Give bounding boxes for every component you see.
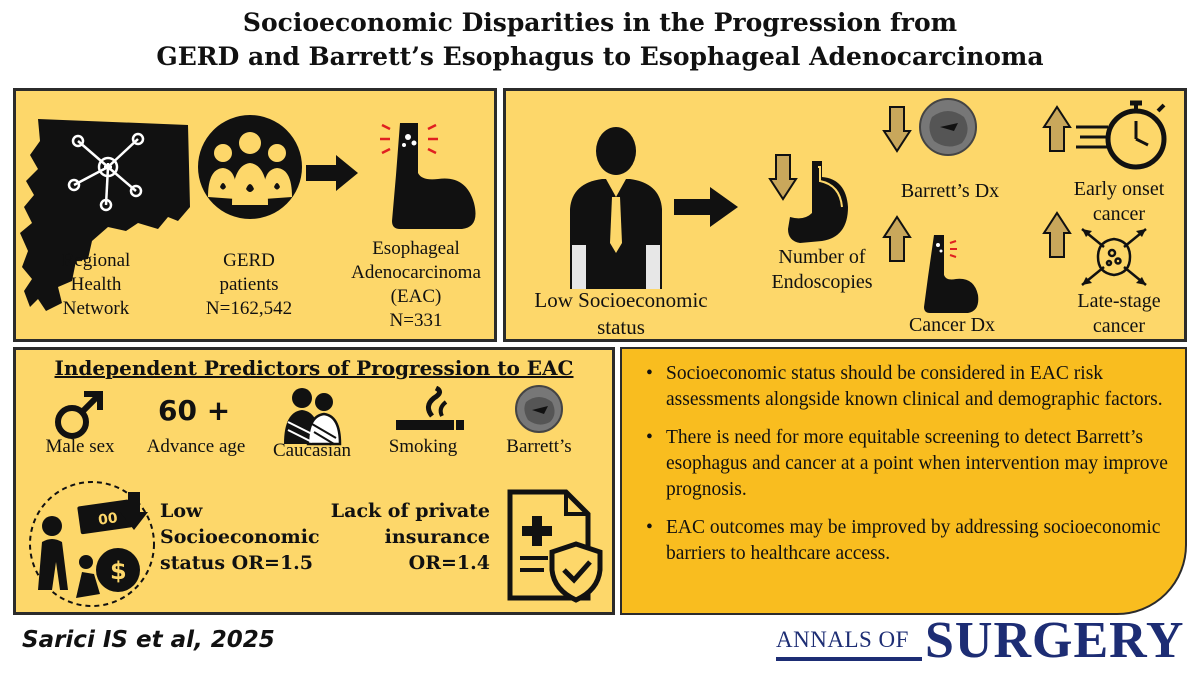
esophagus-cancer-icon [914, 231, 984, 315]
up-arrow-icon [882, 215, 912, 263]
low-ses-predictor-line2: Socioeconomic [160, 526, 320, 548]
late-stage-label-line2: cancer [1092, 315, 1146, 337]
early-onset-label [1054, 177, 1184, 227]
down-arrow-icon [882, 105, 912, 153]
citation-year: 2025 [210, 627, 275, 653]
esophagus-cancer-icon [366, 103, 486, 231]
list-item: • There is need for more equitable screening to detect Barrett’s esophagus and cancer at a point when intervention may improve prognosis. [642, 425, 1172, 503]
network-label [36, 249, 156, 321]
cigarette-icon [394, 386, 466, 434]
smoking-label: Smoking [388, 436, 458, 457]
gerd-label [184, 249, 314, 321]
up-arrow-icon [1042, 211, 1072, 259]
eac-label [341, 237, 491, 333]
endoscopies-label-line2: Endoscopies [771, 271, 873, 293]
businessman-icon [562, 125, 670, 289]
findings-panel [503, 88, 1187, 342]
late-stage-tumor-icon [1076, 225, 1152, 289]
insurance-predictor [316, 498, 490, 576]
low-ses-odds-ratio: status OR=1.5 [160, 552, 314, 574]
journal-name: SURGERY [925, 612, 1185, 669]
late-stage-label-line1: Late-stage [1077, 290, 1161, 312]
list-item: • Socioeconomic status should be considered in EAC risk assessments alongside known clinical and demographic factors. [642, 361, 1172, 413]
insurance-document-icon [504, 486, 604, 606]
endoscopies-label [752, 245, 892, 295]
citation-authors: Sarici IS et al, [22, 627, 203, 653]
eac-label-line2: Adenocarcinoma [351, 262, 481, 283]
male-sex-label: Male sex [45, 436, 115, 457]
stopwatch-icon [1074, 97, 1174, 171]
insurance-odds-ratio: OR=1.4 [408, 552, 490, 574]
low-ses-label [510, 287, 732, 341]
up-arrow-icon [1042, 105, 1072, 153]
svg-text:$: $ [110, 557, 127, 585]
predictors-panel [13, 347, 615, 615]
conclusions-list [642, 361, 1172, 579]
title-line-1: Socioeconomic Disparities in the Progression from [242, 8, 958, 37]
cancer-dx-label: Cancer Dx [908, 314, 996, 336]
male-symbol-icon [52, 390, 104, 442]
barretts-tissue-icon [514, 384, 564, 434]
low-ses-label-line1: Low Socioeconomic [534, 288, 708, 312]
gerd-label-line2: patients [219, 274, 279, 295]
predictors-heading: Independent Predictors of Progression to EAC [54, 356, 574, 380]
gerd-label-line1: GERD [223, 250, 275, 271]
caucasian-people-icon [278, 386, 344, 446]
infographic-title [0, 6, 1200, 74]
late-stage-label [1054, 289, 1184, 339]
gerd-count: N=162,542 [205, 298, 293, 319]
endoscopies-label-line1: Number of [778, 246, 866, 268]
caucasian-label: Caucasian [272, 440, 352, 461]
early-onset-label-line1: Early onset [1073, 178, 1165, 200]
eac-label-line3: (EAC) [390, 286, 442, 307]
low-ses-predictor-line1: Low [160, 500, 203, 522]
insurance-predictor-line1: Lack of private [330, 500, 490, 522]
patients-group-icon [196, 113, 304, 221]
barretts-label: Barrett’s [506, 436, 572, 457]
cohort-panel [13, 88, 497, 342]
early-onset-label-line2: cancer [1092, 203, 1146, 225]
stomach-icon [782, 157, 854, 247]
conclusions-panel [620, 347, 1187, 615]
title-line-2: GERD and Barrett’s Esophagus to Esophageal Adenocarcinoma [156, 42, 1044, 71]
barretts-tissue-icon [918, 97, 978, 157]
low-ses-predictor [160, 498, 320, 576]
journal-prefix: ANNALS OF [776, 627, 909, 652]
eac-count: N=331 [389, 310, 443, 331]
right-arrow-icon [304, 153, 360, 193]
barretts-dx-label: Barrett’s Dx [900, 180, 1000, 202]
journal-underline [776, 657, 922, 661]
citation [22, 627, 275, 653]
network-label-line1: Regional [61, 250, 131, 271]
eac-label-line1: Esophageal [372, 238, 460, 259]
age-value: 60 + [158, 394, 231, 427]
svg-text:00: 00 [97, 510, 119, 529]
network-label-line3: Network [62, 298, 130, 319]
insurance-predictor-line2: insurance [384, 526, 490, 548]
list-item: • EAC outcomes may be improved by addressing socioeconomic barriers to healthcare access. [642, 515, 1172, 567]
advance-age-label: Advance age [146, 436, 246, 457]
low-ses-label-line2: status [597, 315, 645, 339]
right-arrow-icon [672, 185, 740, 229]
network-label-line2: Health [70, 274, 122, 295]
money-loss-icon [24, 478, 160, 610]
